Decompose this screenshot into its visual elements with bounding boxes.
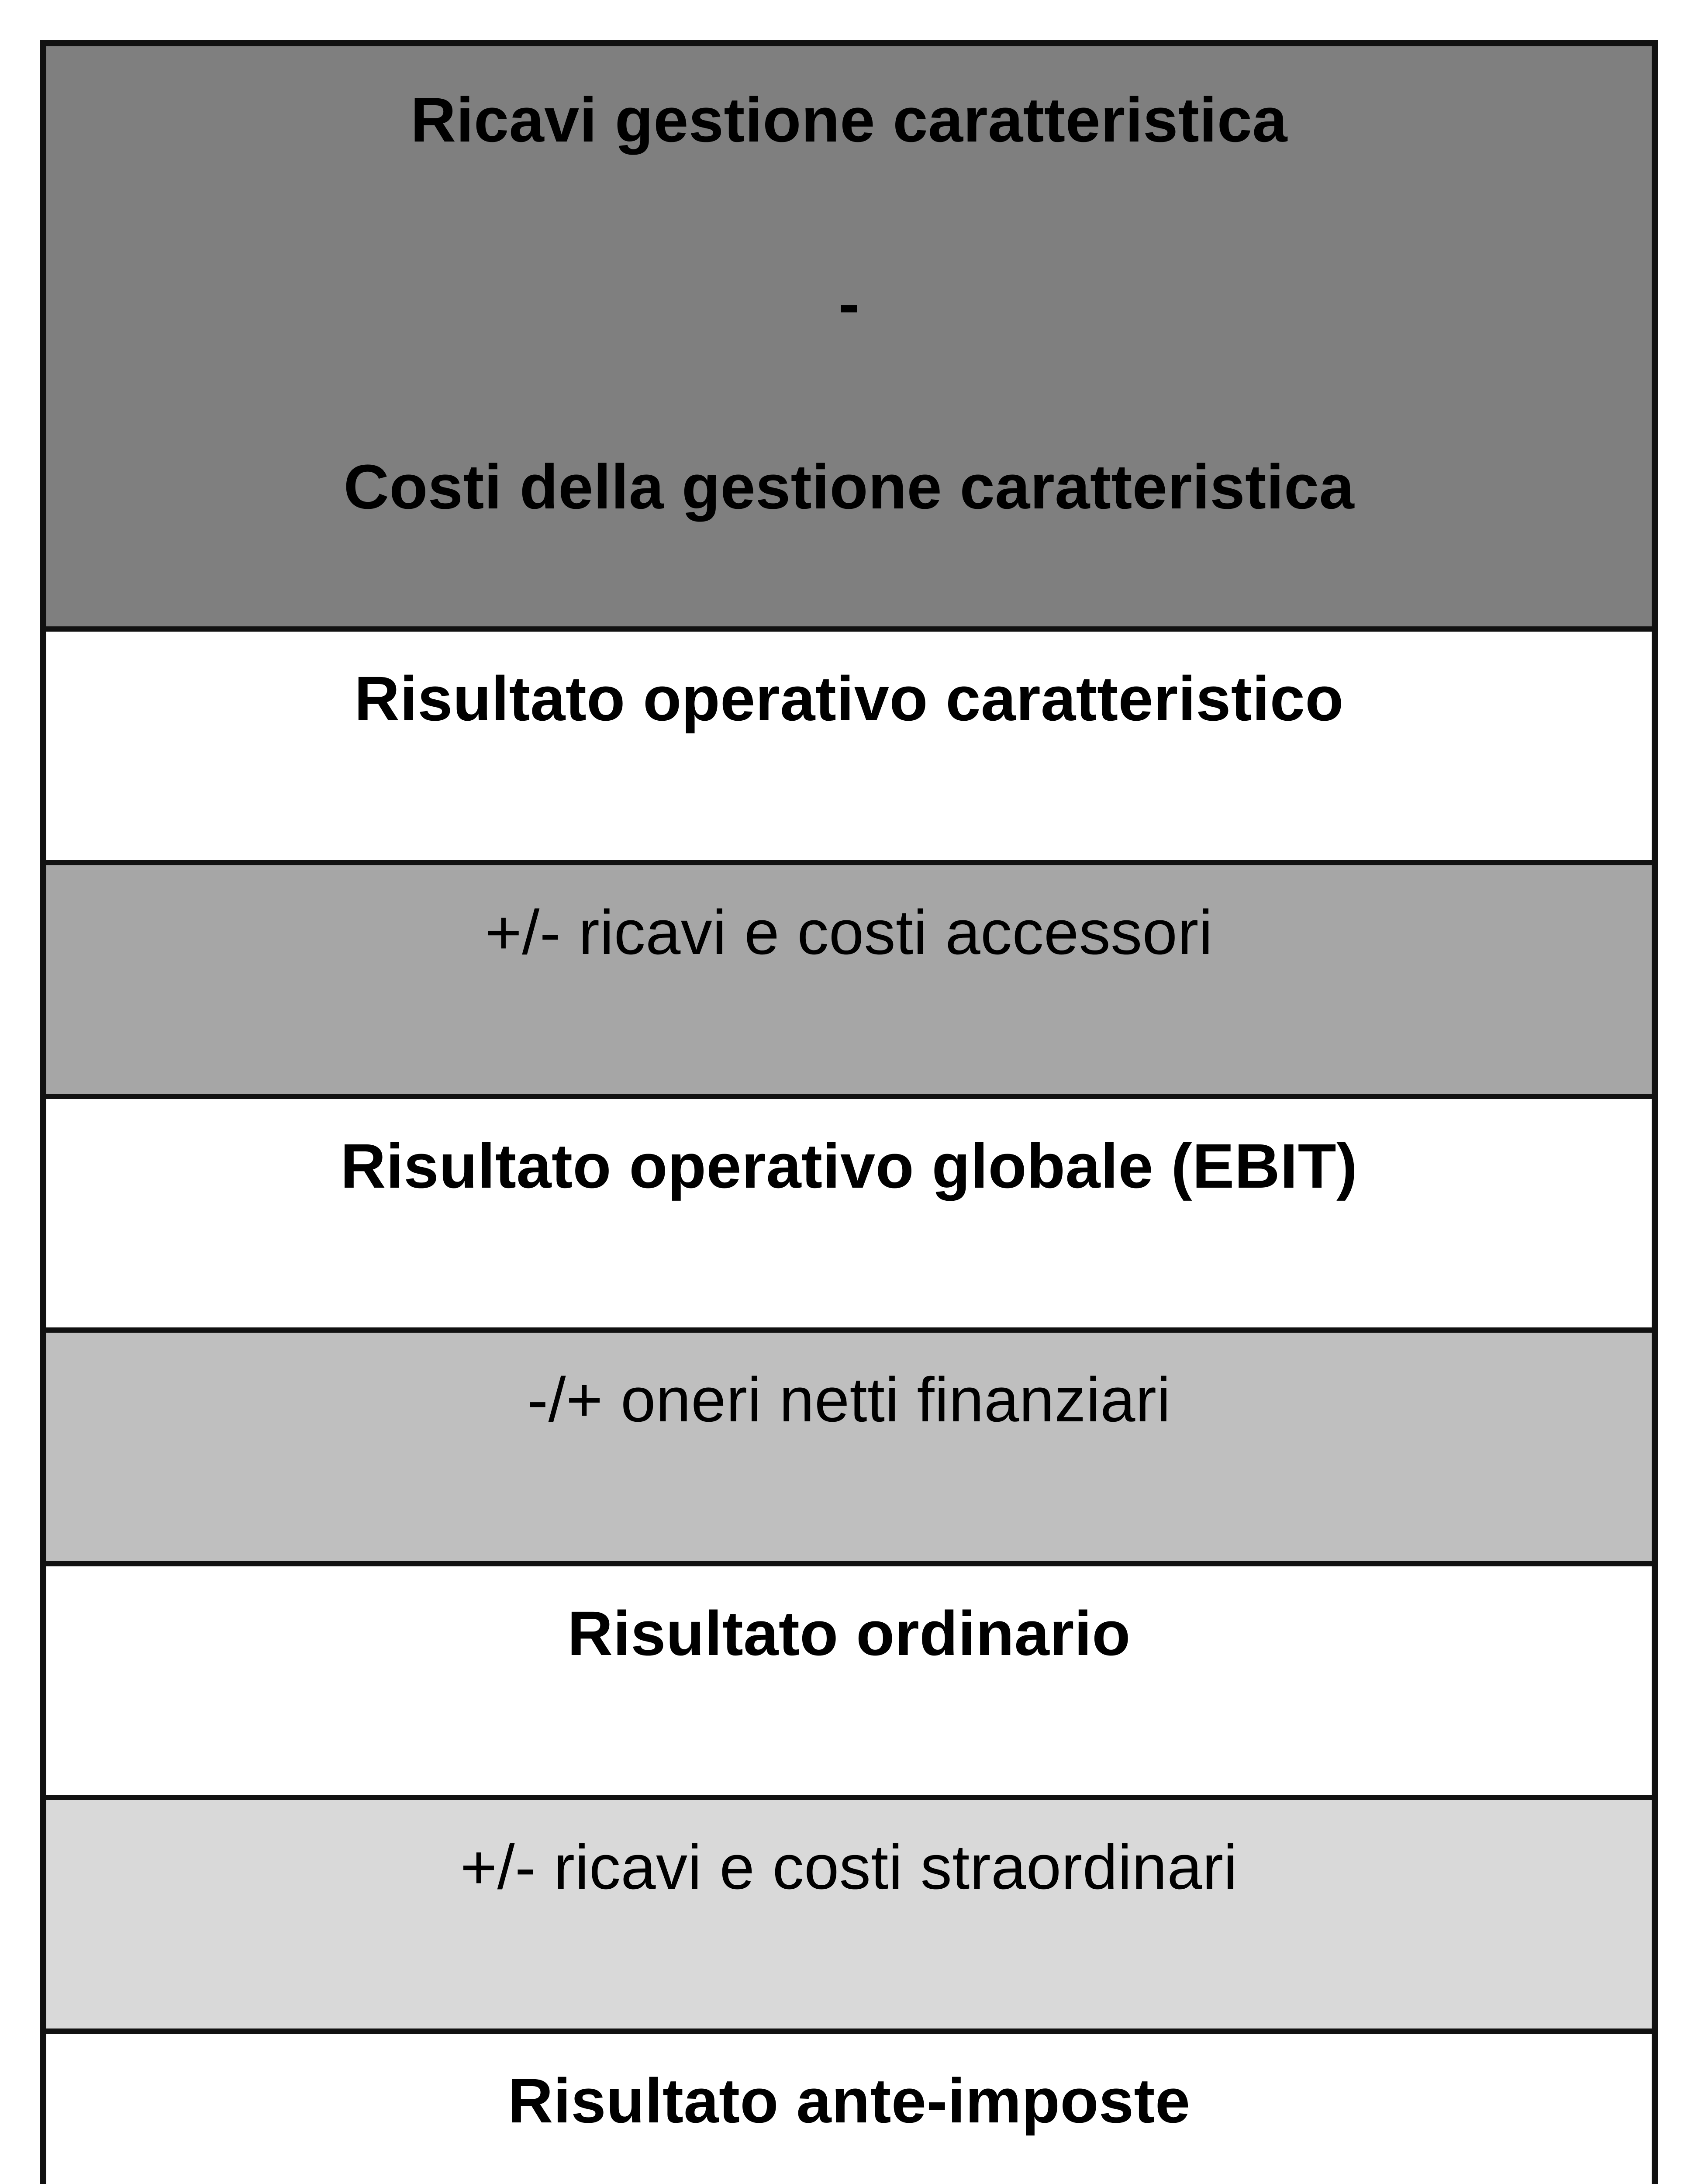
row-oneri-netti-finanziari: [46, 1333, 1652, 1566]
row-label: Risultato operativo globale (EBIT): [340, 1131, 1358, 1201]
row-ricavi-costi-accessori: [46, 865, 1652, 1099]
row-label: Risultato ante-imposte: [507, 2066, 1191, 2136]
header-costs-label: Costi della gestione caratteristica: [343, 451, 1355, 522]
row-risultato-ante-imposte: [46, 2034, 1652, 2184]
row-risultato-ordinario: [46, 1566, 1652, 1800]
header-row-revenues-minus-costs: [46, 46, 1652, 632]
row-label: +/- ricavi e costi straordinari: [460, 1832, 1238, 1902]
row-label: Risultato ordinario: [567, 1598, 1131, 1669]
row-risultato-operativo-caratteristico: [46, 632, 1652, 865]
row-label: +/- ricavi e costi accessori: [485, 897, 1213, 968]
row-ricavi-costi-straordinari: [46, 1800, 1652, 2034]
row-label: -/+ oneri netti finanziari: [527, 1365, 1171, 1435]
header-revenues-label: Ricavi gestione caratteristica: [411, 85, 1287, 155]
row-risultato-operativo-globale: [46, 1099, 1652, 1333]
income-statement-table: [40, 40, 1658, 2184]
header-minus-sign: -: [839, 268, 859, 339]
row-label: Risultato operativo caratteristico: [354, 663, 1344, 734]
